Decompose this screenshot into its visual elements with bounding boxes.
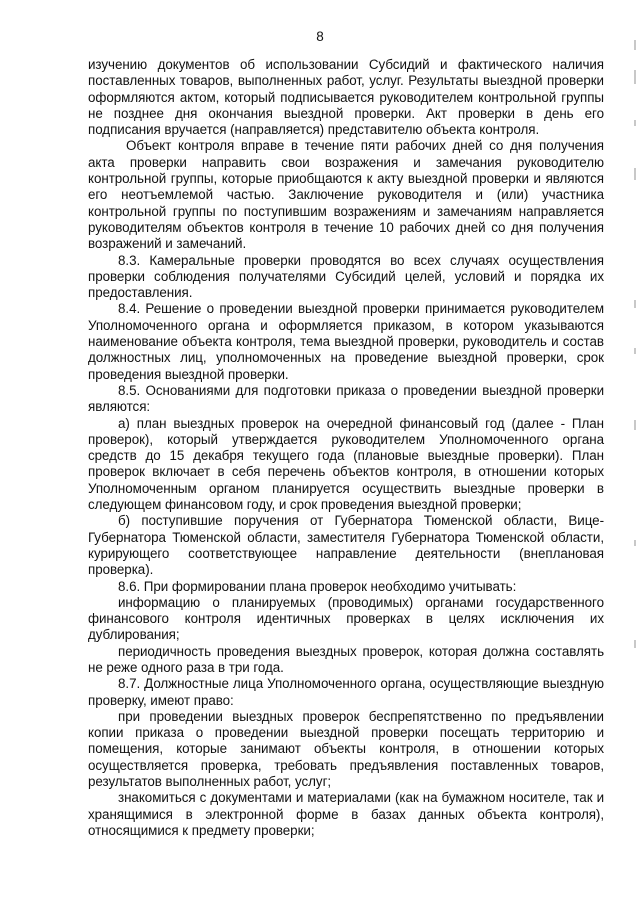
paragraph-8-7: 8.7. Должностные лица Уполномоченного органа, осуществляющие выездную проверку, имеют право:: [88, 676, 604, 708]
page-number: 8: [316, 29, 324, 44]
document-body: [88, 57, 604, 839]
paragraph-8-5-b: б) поступившие поручения от Губернатора Тюменской области, Вице-Губернатора Тюменской области, заместителя Губернатора Тюменской области, курирующего соответствующее направление деятельности (внеплановая проверка).: [88, 513, 604, 578]
paragraph-continuation: изучению документов об использовании Субсидий и фактического наличия поставленных товаров, выполненных работ, услуг. Результаты выездной проверки оформляются актом, который подписывается руководителем контрольной группы не позднее дня окончания выездной проверки. Акт проверки в день его подписания вручается (направляется) представителю объекта контроля.: [88, 57, 604, 138]
scan-edge-mark: [634, 40, 636, 50]
paragraph-objection-rights: Объект контроля вправе в течение пяти рабочих дней со дня получения акта проверки направить свои возражения и замечания руководителю контрольной группы, которые приобщаются к акту выездной проверки и являются его неотъемлемой частью. Заключение руководителя и (или) участника контрольной группы по поступившим возражениям и замечаниям направляется руководителям объектов контроля в течение 10 рабочих дней со дня получения возражений и замечаний.: [88, 138, 604, 252]
scan-edge-mark: [634, 540, 636, 546]
paragraph-8-7-item-1: при проведении выездных проверок беспрепятственно по предъявлении копии приказа о проведении выездной проверки посещать территорию и помещения, которые занимают объекты контроля, в отношении которых осуществляется проверка, требовать предъявления поставленных товаров, результатов выполненных работ, услуг;: [88, 708, 604, 790]
paragraph-8-6-item-2: периодичность проведения выездных проверок, которая должна составлять не реже одного раза в три года.: [88, 643, 604, 675]
paragraph-8-6-item-1: информацию о планируемых (проводимых) органами государственного финансового контроля идентичных проверках в целях исключения их дублирования;: [88, 594, 604, 643]
paragraph-8-6: 8.6. При формировании плана проверок необходимо учитывать:: [118, 578, 517, 594]
paragraph-8-4: 8.4. Решение о проведении выездной проверки принимается руководителем Уполномоченного органа и оформляется приказом, в котором указываются наименование объекта контроля, тема выездной проверки, руководитель и состав должностных лиц, уполномоченных на проведение выездной проверки, срок проведения выездной проверки.: [88, 301, 604, 382]
scan-edge-marks: [632, 0, 636, 905]
paragraph-8-7-item-2: знакомиться с документами и материалами (как на бумажном носителе, так и хранящимися в электронной форме в базах данных объекта контроля), относящимися к предмету проверки;: [88, 790, 604, 838]
scan-edge-mark: [634, 70, 636, 84]
scan-edge-mark: [634, 168, 636, 180]
paragraph-8-5: 8.5. Основаниями для подготовки приказа о проведении выездной проверки являются:: [88, 382, 604, 415]
paragraph-8-3: 8.3. Камеральные проверки проводятся во всех случаях осуществления проверки соблюдения получателями Субсидий целей, условий и порядка их предоставления.: [88, 252, 604, 301]
scan-edge-mark: [634, 420, 636, 430]
paragraph-8-5-a: а) план выездных проверок на очередной финансовый год (далее - План проверок), который утверждается руководителем Уполномоченного органа средств до 15 декабря текущего года (плановые выездные проверки). План проверок включает в себя перечень объектов контроля, в отношении которых Уполномоченным органом планируется осуществить выездные проверки в следующем финансовом году, и срок проведения выездной проверки;: [88, 415, 604, 513]
scan-edge-mark: [634, 640, 636, 648]
scan-edge-mark: [634, 300, 636, 308]
scan-edge-mark: [634, 120, 636, 126]
scan-edge-mark: [634, 348, 636, 354]
